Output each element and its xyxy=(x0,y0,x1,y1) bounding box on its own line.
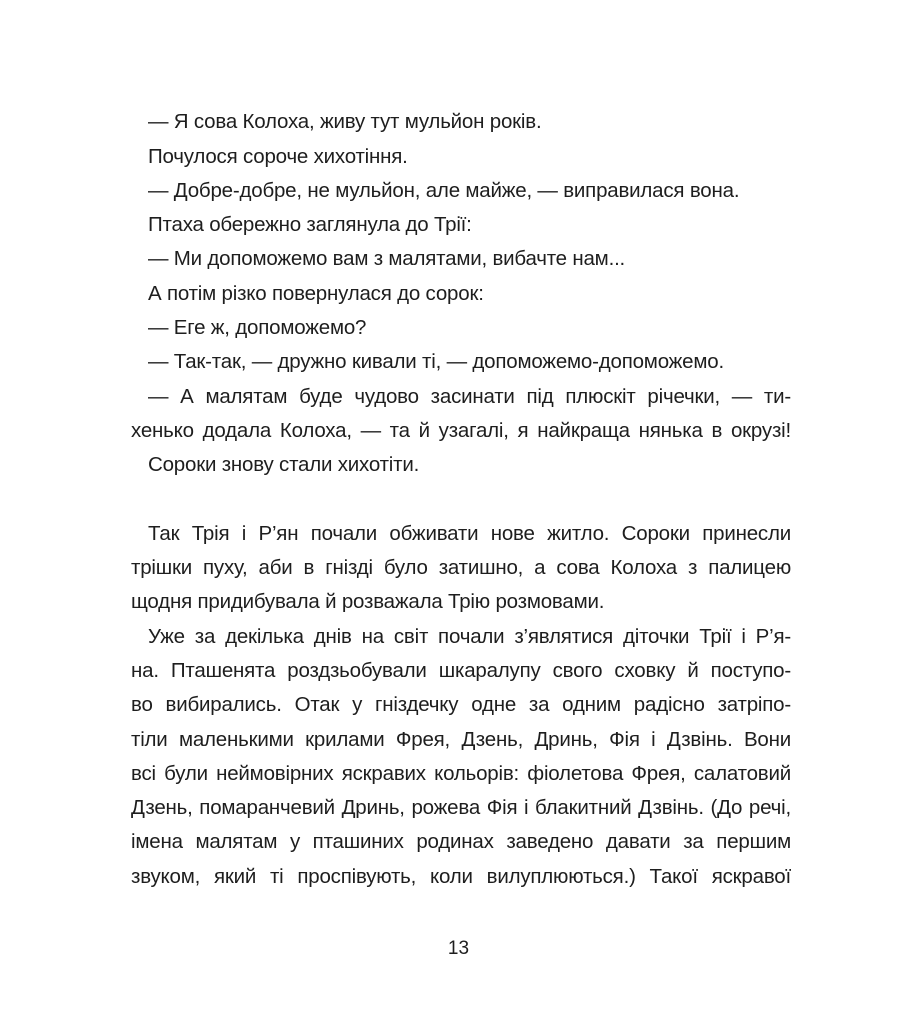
text-line: — А малятам буде чудово засинати під плюскіт річечки, — ти- xyxy=(148,385,791,408)
text-line: імена малятам у пташиних родинах заведено давати за першим xyxy=(131,830,791,853)
text-line: хенько додала Колоха, — та й узагалі, я найкраща нянька в окрузі! xyxy=(131,419,791,442)
text-line: всі були неймовірних яскравих кольорів: фіолетова Фрея, салатовий xyxy=(131,762,791,785)
text-line: щодня придибувала й розважала Трію розмовами. xyxy=(131,590,605,613)
text-line: — Ми допоможемо вам з малятами, вибачте нам... xyxy=(148,247,626,270)
text-line: Птаха обережно заглянула до Трії: xyxy=(148,213,472,236)
text-line: тіли маленькими крилами Фрея, Дзень, Дринь, Фія і Дзвінь. Вони xyxy=(131,728,791,751)
text-line: — Добре-добре, не мульйон, але майже, — виправилася вона. xyxy=(148,179,740,202)
text-line: — Так-так, — дружно кивали ті, — допоможемо-допоможемо. xyxy=(148,350,724,373)
text-line: А потім різко повернулася до сорок: xyxy=(148,282,484,305)
text-line: Сороки знову стали хихотіти. xyxy=(148,453,420,476)
text-line: Почулося сороче хихотіння. xyxy=(148,145,408,168)
text-line: Так Трія і Р’ян почали обживати нове житло. Сороки принесли xyxy=(148,522,791,545)
text-line: — Еге ж, допоможемо? xyxy=(148,316,367,339)
text-line: звуком, який ті проспівують, коли вилуплюються.) Такої яскравої xyxy=(131,865,791,888)
text-line: во вибирались. Отак у гніздечку одне за одним радісно затріпо- xyxy=(131,693,791,716)
text-line: Дзень, помаранчевий Дринь, рожева Фія і блакитний Дзвінь. (До речі, xyxy=(131,796,791,819)
text-line: — Я сова Колоха, живу тут мульйон років. xyxy=(148,110,542,133)
text-line: трішки пуху, аби в гнізді було затишно, а сова Колоха з палицею xyxy=(131,556,791,579)
text-line: Уже за декілька днів на світ почали з’являтися діточки Трії і Р’я- xyxy=(148,625,791,648)
text-line: на. Пташенята роздзьобували шкаралупу свого сховку й поступо- xyxy=(131,659,791,682)
page-number: 13 xyxy=(447,938,470,959)
